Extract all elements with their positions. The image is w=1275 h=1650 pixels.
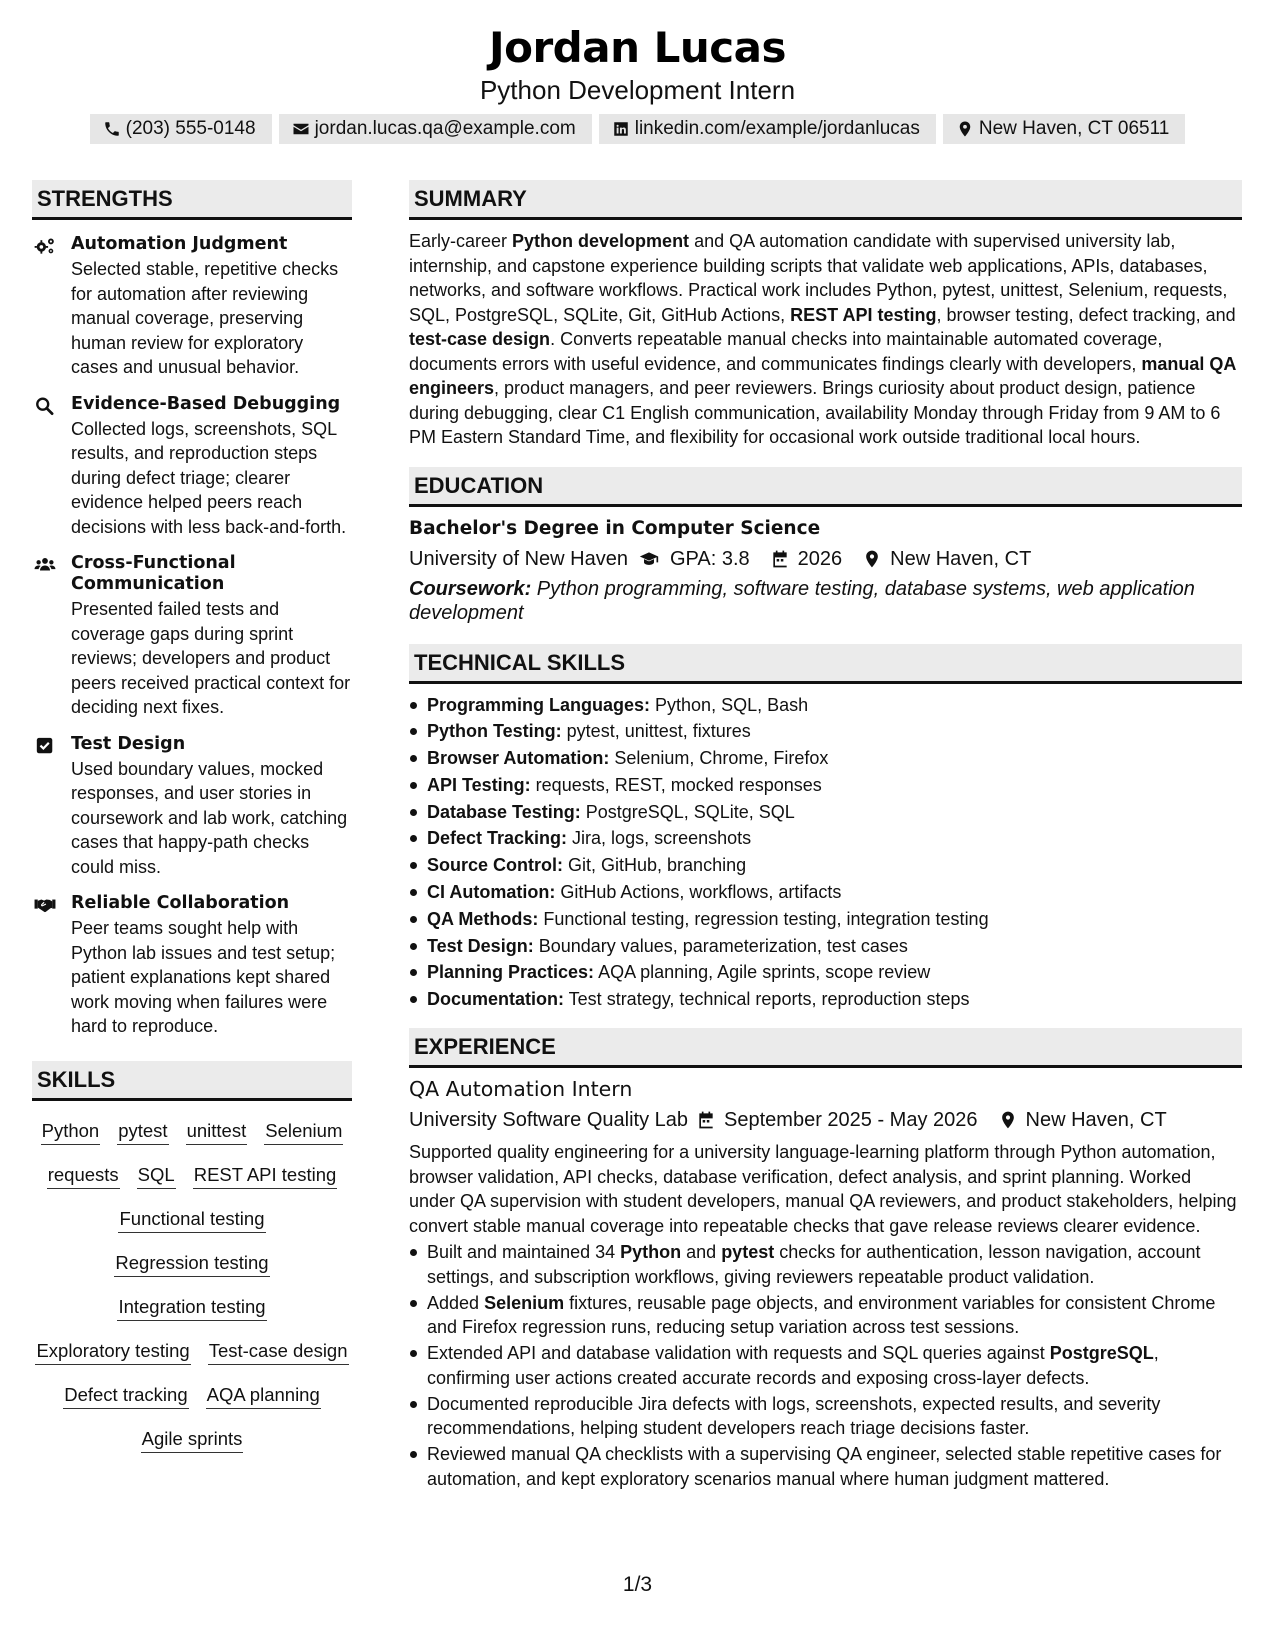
skill-values: Boundary values, parameterization, test cases — [533, 935, 908, 956]
summary-part: and QA automation candidate with supervised university lab, internship, and capstone experience building scripts that validate web applications, APIs, databases, networks, and software workflows. Practical work includes Python, pytest, unittest, Selenium, requests, SQL, PostgreSQL, SQLite, Git, GitHub Actions, — [409, 231, 1228, 325]
list-item — [409, 825, 1242, 852]
skill-category: API Testing: — [427, 774, 531, 795]
summary-part: , product managers, and peer reviewers. Brings curiosity about product design, patience during debugging, clear C1 English communication, availability Monday through Friday from 9 AM to 6 PM Eastern Standard Time, and flexibility for occasional work outside traditional local hours. — [409, 378, 1221, 447]
list-item — [409, 772, 1242, 799]
map-pin-icon — [998, 1110, 1018, 1130]
skill-values: Jira, logs, screenshots — [567, 828, 752, 849]
skill-tag: SQL — [137, 1164, 176, 1189]
page-number: 1/3 — [622, 1573, 653, 1596]
strength-body: Collected logs, screenshots, SQL results, and reproduction steps during defect triage; clearer evidence helped peers reach decisions with less back-and-forth. — [71, 418, 347, 537]
bullet-part: Extended API and database validation with requests and SQL queries against — [427, 1343, 1050, 1364]
degree-title: Bachelor's Degree in Computer Science — [409, 517, 821, 539]
job-title: QA Automation Intern — [409, 1077, 633, 1102]
skill-tag: Defect tracking — [63, 1384, 188, 1409]
skill-values: Test strategy, technical reports, reproduction steps — [564, 989, 970, 1010]
skill-tag: Test-case design — [208, 1340, 349, 1365]
strength-item — [32, 394, 352, 540]
resume-header — [0, 22, 1275, 144]
strengths-heading: STRENGTHS — [32, 180, 352, 220]
list-item — [409, 986, 1242, 1013]
strength-title: Test Design — [71, 733, 186, 754]
magnifier-icon — [34, 396, 56, 416]
strength-title: Evidence-Based Debugging — [71, 393, 341, 414]
job-meta — [409, 1106, 1242, 1134]
summary-highlight: test-case design — [409, 329, 551, 349]
coursework-text: Python programming, software testing, database systems, web application development — [409, 577, 1195, 624]
skill-tag: unittest — [186, 1120, 248, 1145]
graduation-year: 2026 — [797, 547, 843, 570]
summary-highlight: REST API testing — [790, 304, 937, 325]
list-item — [409, 1341, 1242, 1390]
skill-category: Browser Automation: — [427, 748, 610, 769]
summary-highlight: manual QA engineers — [409, 353, 1236, 398]
bullet-part: Documented reproducible Jira defects with logs, screenshots, expected results, and severity recommendations, helping student developers reach triage decisions faster. — [427, 1393, 1161, 1439]
bullet-part: Added — [427, 1292, 485, 1313]
bullet-part: Built and maintained 34 — [427, 1242, 621, 1263]
strength-body: Peer teams sought help with Python lab issues and test setup; patient explanations kept shared work moving when failures were hard to reproduce. — [71, 918, 336, 1036]
contact-phone — [90, 114, 272, 144]
skill-values: GitHub Actions, workflows, artifacts — [555, 882, 842, 903]
list-item — [409, 1442, 1242, 1491]
school-location: New Haven, CT — [890, 547, 1032, 570]
skill-tag: requests — [47, 1164, 120, 1189]
skill-category: CI Automation: — [427, 882, 556, 903]
contact-linkedin[interactable] — [599, 114, 936, 144]
school-name: University of New Haven — [409, 547, 628, 570]
list-item — [409, 799, 1242, 826]
summary-text — [409, 229, 1242, 450]
job-location: New Haven, CT — [1025, 1109, 1167, 1132]
skills-list — [32, 1120, 352, 1453]
job-description: Supported quality engineering for a university language-learning platform through Python automation, browser validation, API checks, database verification, defect analysis, and sprint planning. Worked under QA supervision with student developers, manual QA reviewers, and product stakeholders, helping convert stable manual coverage into repeatable checks that gave release reviews clearer evidence. — [409, 1142, 1237, 1236]
contact-location-text: New Haven, CT 06511 — [978, 118, 1170, 139]
strength-title: Reliable Collaboration — [71, 893, 290, 913]
bullet-highlight: Selenium — [484, 1292, 565, 1313]
users-icon — [34, 555, 56, 575]
job-dates: September 2025 - May 2026 — [724, 1109, 978, 1132]
calendar-icon — [696, 1110, 716, 1130]
contact-email[interactable] — [279, 114, 592, 144]
list-item — [409, 933, 1242, 960]
summary-heading: SUMMARY — [409, 180, 1242, 220]
coursework — [409, 577, 1242, 626]
strength-title: Automation Judgment — [71, 234, 288, 254]
contact-location — [943, 114, 1185, 144]
strength-body: Used boundary values, mocked responses, and user stories in coursework and lab work, catching cases that happy-path checks could miss. — [71, 758, 348, 877]
skill-tag: REST API testing — [193, 1164, 338, 1189]
skill-values: pytest, unittest, fixtures — [561, 721, 751, 742]
technical-skills-list — [409, 692, 1242, 1014]
list-item — [409, 745, 1242, 772]
summary-part: Early-career — [409, 231, 513, 251]
gears-icon — [34, 236, 56, 256]
list-item — [409, 718, 1242, 745]
list-item — [409, 879, 1242, 906]
skill-tag: Python — [41, 1120, 101, 1145]
list-item — [409, 1392, 1242, 1441]
skill-tag: Agile sprints — [141, 1428, 244, 1453]
list-item — [409, 906, 1242, 933]
skill-tag: Regression testing — [114, 1252, 269, 1277]
contact-bar — [0, 114, 1275, 144]
phone-icon — [103, 120, 121, 138]
experience-heading: EXPERIENCE — [409, 1028, 1242, 1068]
list-item — [409, 959, 1242, 986]
map-pin-icon — [862, 549, 882, 569]
contact-phone-text: (203) 555-0148 — [125, 118, 256, 139]
envelope-icon — [292, 120, 310, 138]
skill-category: Documentation: — [427, 989, 564, 1010]
contact-email-text[interactable]: jordan.lucas.qa@example.com — [314, 118, 576, 139]
list-item — [409, 1291, 1242, 1340]
strength-item — [32, 734, 352, 880]
map-pin-icon — [956, 120, 974, 138]
skill-values: requests, REST, mocked responses — [530, 774, 822, 795]
bullet-highlight: PostgreSQL — [1049, 1343, 1154, 1364]
skill-category: Python Testing: — [427, 721, 562, 742]
bullet-part: , confirming user actions created accurate records and exposing cross-layer defects. — [427, 1343, 1159, 1388]
coursework-label: Coursework: — [409, 577, 532, 600]
strength-title: Cross-Functional Communication — [71, 553, 236, 594]
summary-part: . Converts repeatable manual checks into maintainable automated coverage, documents errors with useful evidence, and communicates findings clearly with developers, — [409, 329, 1163, 374]
skill-tag: Exploratory testing — [35, 1340, 190, 1365]
skill-category: Database Testing: — [427, 801, 581, 822]
checkbox-icon — [34, 736, 56, 756]
bullet-part: Reviewed manual QA checklists with a supervising QA engineer, selected stable repetitive cases for automation, and kept exploratory scenarios manual where human judgment mattered. — [427, 1444, 1222, 1489]
strength-item — [32, 893, 352, 1039]
employer: University Software Quality Lab — [409, 1109, 689, 1132]
skill-values: PostgreSQL, SQLite, SQL — [580, 801, 795, 822]
strength-item — [32, 234, 352, 380]
list-item — [409, 1240, 1242, 1289]
candidate-role: Python Development Intern — [479, 75, 796, 105]
bullet-highlight: pytest — [721, 1242, 775, 1263]
skill-tag: AQA planning — [206, 1384, 321, 1409]
education-heading: EDUCATION — [409, 467, 1242, 507]
skill-category: Planning Practices: — [427, 962, 595, 983]
bullet-part: fixtures, reusable page objects, and environment variables for consistent Chrome and Firefox regression runs, reducing setup variation across test sessions. — [427, 1292, 1216, 1338]
skill-category: QA Methods: — [427, 908, 539, 929]
summary-highlight: Python development — [512, 231, 690, 251]
bullet-highlight: Python — [620, 1242, 682, 1263]
graduation-cap-icon — [636, 549, 662, 569]
skill-tag: Integration testing — [117, 1296, 266, 1321]
job-bullets — [409, 1240, 1242, 1491]
education-meta — [409, 545, 1242, 573]
skill-tag: pytest — [117, 1120, 168, 1145]
skill-category: Defect Tracking: — [427, 828, 568, 849]
skill-values: Functional testing, regression testing, integration testing — [538, 908, 989, 929]
skill-category: Programming Languages: — [427, 694, 651, 715]
skill-category: Source Control: — [427, 855, 564, 876]
skill-values: AQA planning, Agile sprints, scope review — [594, 962, 931, 983]
summary-part: , browser testing, defect tracking, and — [936, 304, 1236, 325]
handshake-icon — [34, 895, 56, 915]
skill-tag: Selenium — [264, 1120, 343, 1145]
gpa: GPA: 3.8 — [669, 547, 750, 570]
strength-item — [32, 553, 352, 720]
calendar-icon — [770, 549, 790, 569]
candidate-name: Jordan Lucas — [488, 23, 787, 72]
skill-category: Test Design: — [427, 935, 534, 956]
strength-body: Presented failed tests and coverage gaps during sprint reviews; developers and product peers received practical context for deciding next fixes. — [71, 599, 351, 717]
skill-values: Git, GitHub, branching — [563, 855, 747, 876]
skill-values: Python, SQL, Bash — [650, 694, 809, 715]
list-item — [409, 692, 1242, 719]
left-column — [32, 180, 352, 1453]
bullet-part: and — [681, 1242, 722, 1263]
skills-heading: SKILLS — [32, 1061, 352, 1101]
skill-values: Selenium, Chrome, Firefox — [609, 748, 829, 769]
list-item — [409, 852, 1242, 879]
technical-skills-heading: TECHNICAL SKILLS — [409, 644, 1242, 684]
contact-linkedin-text[interactable]: linkedin.com/example/jordanlucas — [634, 118, 920, 139]
skill-tag: Functional testing — [118, 1208, 265, 1233]
linkedin-icon — [612, 120, 630, 138]
bullet-part: checks for authentication, lesson navigation, account settings, and subscription workflows, giving reviewers repeatable product validation. — [427, 1242, 1201, 1287]
strength-body: Selected stable, repetitive checks for automation after reviewing manual coverage, preserving human review for exploratory cases and unusual behavior. — [71, 259, 339, 377]
right-column — [409, 180, 1242, 1493]
